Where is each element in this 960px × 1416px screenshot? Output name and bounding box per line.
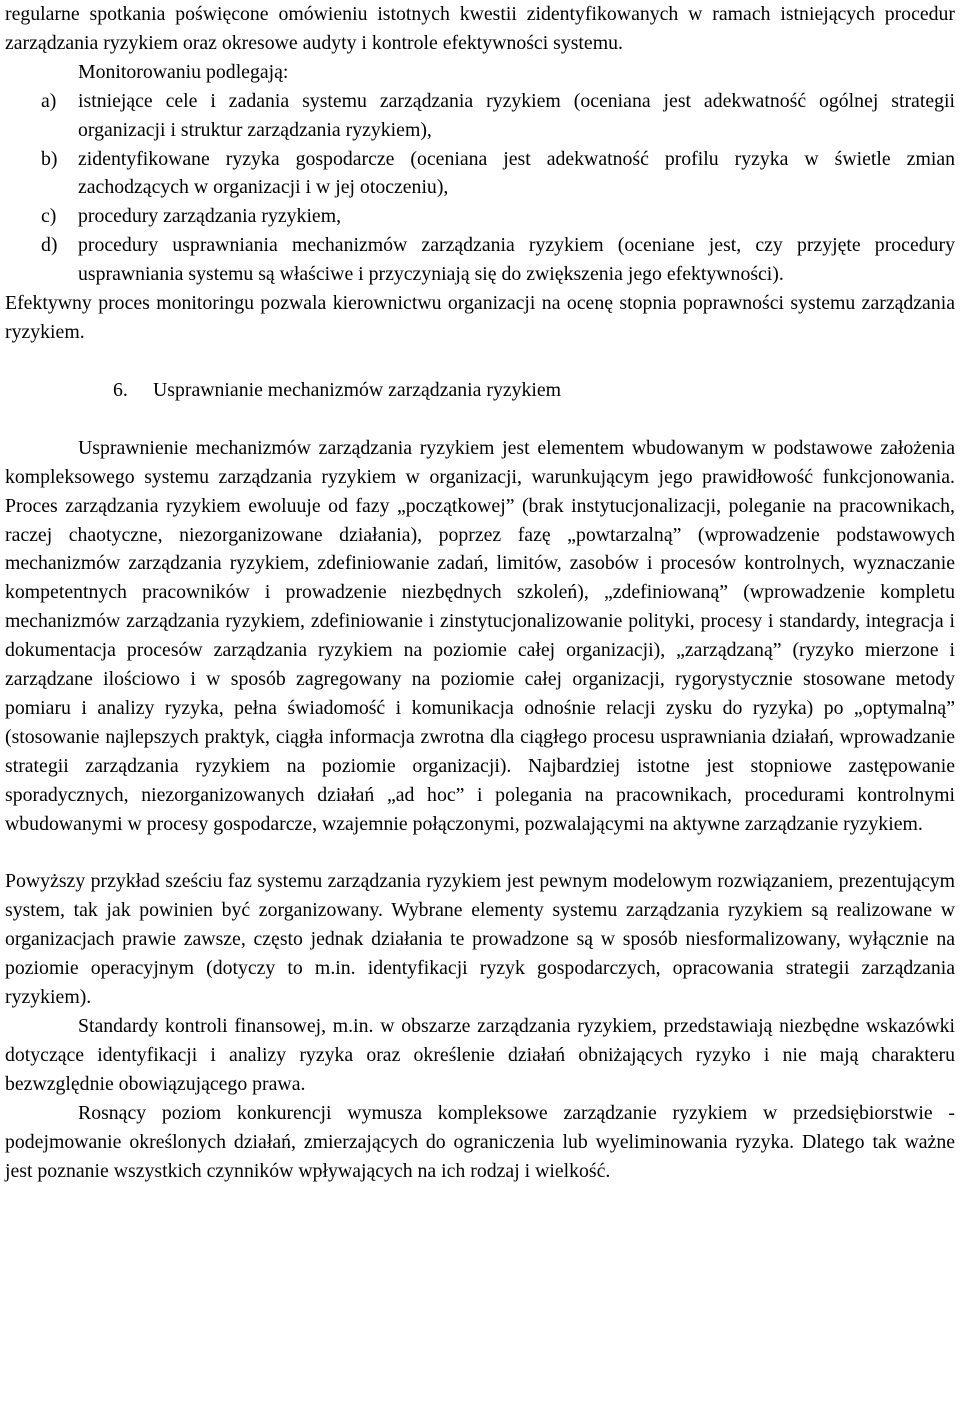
monitoring-list	[5, 87, 955, 289]
monitoring-intro: Monitorowaniu podlegają:	[78, 60, 289, 83]
body-paragraph: Powyższy przykład sześciu faz systemu zarządzania ryzykiem jest pewnym modelowym rozwiązaniem, prezentującym system, tak jak powinien być zorganizowany. Wybrane elementy systemu zarządzania ryzykiem są realizowane w organizacjach prawie zawsze, często jednak działania te prowadzone są w sposób niesformalizowany, wyłącznie na poziomie operacyjnym (dotyczy to m.in. identyfikacji ryzyk gospodarczych, opracowania strategii zarządzania ryzykiem).	[5, 870, 955, 1009]
section-number: 6.	[113, 378, 128, 401]
list-item	[41, 202, 955, 231]
list-marker: b)	[41, 147, 58, 170]
list-marker: a)	[41, 89, 57, 112]
list-item	[41, 145, 955, 203]
section-title: Usprawnianie mechanizmów zarządzania ryzykiem	[153, 378, 562, 401]
intro-continuation: regularne spotkania poświęcone omówieniu istotnych kwestii zidentyfikowanych w ramach istniejących procedur zarządzania ryzykiem oraz okresowe audyty i kontrole efektywności systemu.	[5, 3, 955, 54]
body-paragraph: Usprawnienie mechanizmów zarządzania ryzykiem jest elementem wbudowanym w podstawowe założenia kompleksowego systemu zarządzania ryzykiem w organizacji, warunkującym jego prawidłowość funkcjonowania. Proces zarządzania ryzykiem ewoluuje od fazy „początkowej” (brak instytucjonalizacji, poleganie na pracownikach, raczej chaotyczne, niezorganizowane działania), poprzez fazę „powtarzalną” (wprowadzenie podstawowych mechanizmów zarządzania ryzykiem, zdefiniowanie zadań, limitów, zasobów i procesów kontrolnych, wyznaczanie kompetentnych pracowników i prowadzenie niezbędnych szkoleń), „zdefiniowaną” (wprowadzenie kompletu mechanizmów zarządzania ryzykiem, zdefiniowanie i zinstytucjonalizowanie polityki, procesy i standardy, integracja i dokumentacja procesów zarządzania ryzykiem na poziomie całej organizacji), „zarządzaną” (ryzyko mierzone i zarządzane ilościowo i w sposób zagregowany na poziomie całej organizacji, rygorystycznie stosowane metody pomiaru i analizy ryzyka, pełna świadomość i komunikacja odnośnie relacji zysku do ryzyka) po „optymalną” (stosowanie najlepszych praktyk, ciągła informacja zwrotna dla ciągłego procesu usprawniania działań, wprowadzanie strategii zarządzania ryzykiem na poziomie organizacji). Najbardziej istotne jest stopniowe zastępowanie sporadycznych, niezorganizowanych działań „ad hoc” i polegania na pracownikach, procedurami kontrolnymi wbudowanymi w procesy gospodarcze, wzajemnie połączonymi, pozwalającymi na aktywne zarządzanie ryzykiem.	[5, 436, 955, 835]
body-paragraph: Standardy kontroli finansowej, m.in. w obszarze zarządzania ryzykiem, przedstawiają niezbędne wskazówki dotyczące identyfikacji i analizy ryzyka oraz określenie działań obniżających ryzyko i nie mają charakteru bezwzględnie obowiązującego prawa.	[5, 1015, 955, 1095]
section-heading	[5, 376, 955, 405]
list-item	[41, 231, 955, 289]
document-page	[5, 0, 955, 1185]
monitoring-summary: Efektywny proces monitoringu pozwala kierownictwu organizacji na ocenę stopnia poprawności systemu zarządzania ryzykiem.	[5, 292, 955, 343]
list-item-text: istniejące cele i zadania systemu zarządzania ryzykiem (oceniana jest adekwatność ogólnej strategii organizacji i struktur zarządzania ryzykiem),	[78, 89, 955, 141]
list-marker: d)	[41, 234, 58, 257]
list-item-text: procedury zarządzania ryzykiem,	[78, 205, 342, 228]
body-paragraph: Rosnący poziom konkurencji wymusza kompleksowe zarządzanie ryzykiem w przedsiębiorstwie - podejmowanie określonych działań, zmierzających do ograniczenia lub wyeliminowania ryzyka. Dlatego tak ważne jest poznanie wszystkich czynników wpływających na ich rodzaj i wielkość.	[5, 1101, 955, 1182]
list-item-text: zidentyfikowane ryzyka gospodarcze (oceniana jest adekwatność profilu ryzyka w świetle zmian zachodzących w organizacji i w jej otoczeniu),	[78, 147, 955, 199]
list-item	[41, 87, 955, 145]
list-marker: c)	[41, 205, 57, 228]
list-item-text: procedury usprawniania mechanizmów zarządzania ryzykiem (oceniane jest, czy przyjęte procedury usprawniania systemu są właściwe i przyczyniają się do zwiększenia jego efektywności).	[78, 234, 955, 286]
